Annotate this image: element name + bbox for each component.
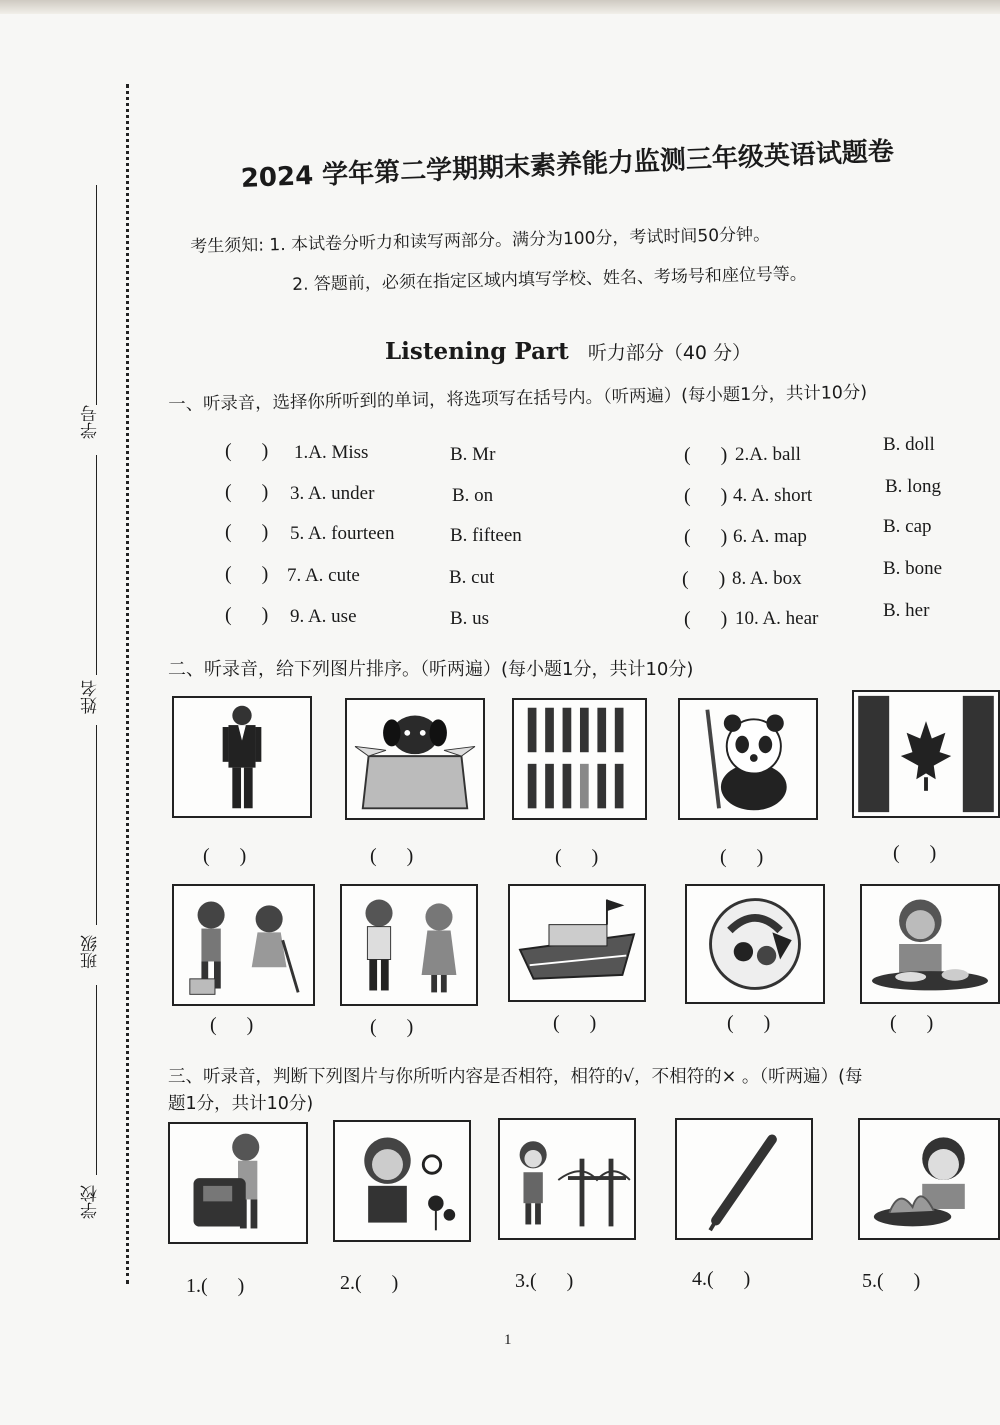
notice-text-1: 1. 本试卷分听力和读写两部分。满分为100分，考试时间50分钟。 <box>269 224 771 256</box>
question-5: 5. A. fourteen <box>290 523 395 544</box>
exam-title: 2024 学年第二学期期末素养能力监测三年级英语试题卷 <box>240 136 895 194</box>
answer-blank[interactable]: ( ) <box>893 842 937 864</box>
section1-heading: 一、听录音，选择你所听到的单词，将选项写在括号内。（听两遍）(每小题1分，共计10分) <box>168 382 868 415</box>
listening-title-en: Listening Part <box>385 338 569 365</box>
notice-label: 考生须知: <box>190 235 265 257</box>
page-number: 1 <box>504 1332 512 1348</box>
question-10: 10. A. hear <box>735 608 819 629</box>
boy-with-flowers-icon <box>335 1122 469 1240</box>
side-label-id: 学号 <box>81 405 101 439</box>
girl-and-bridge-icon <box>500 1120 634 1238</box>
canada-flag-icon <box>854 692 998 816</box>
option-5b: B. fifteen <box>450 525 522 546</box>
judge-label-1[interactable]: 1.( ) <box>186 1275 245 1297</box>
answer-blank[interactable]: ( ) <box>720 846 764 868</box>
option-2b: B. doll <box>883 434 935 455</box>
answer-blank[interactable]: ( ) <box>225 481 269 503</box>
section3-heading-line1: 三、听录音，判断下列图片与你所听内容是否相符，相符的√，不相符的× 。（听两遍）(每 <box>168 1067 863 1087</box>
answer-blank[interactable]: ( ) <box>890 1012 934 1034</box>
picture-man-suit <box>172 696 312 818</box>
option-10b: B. her <box>883 600 930 621</box>
scan-edge <box>0 0 1000 14</box>
picture-canada-flag <box>852 690 1000 818</box>
name-line <box>96 455 97 675</box>
answer-blank[interactable]: ( ) <box>225 521 269 543</box>
answer-blank[interactable]: ( ) <box>682 568 726 590</box>
section3-heading-line2: 题1分，共计10分) <box>168 1094 314 1114</box>
boy-and-girl-icon <box>342 886 476 1004</box>
panda-icon <box>680 700 816 818</box>
answer-blank[interactable]: ( ) <box>684 444 728 466</box>
picture-boy-bag <box>168 1122 308 1244</box>
side-label-school: 学校 <box>81 1185 101 1219</box>
picture-boat <box>508 884 646 1002</box>
listening-title-cn: 听力部分（40 分） <box>587 342 752 364</box>
option-9b: B. us <box>450 608 490 629</box>
answer-blank[interactable]: ( ) <box>225 563 269 585</box>
answer-blank[interactable]: ( ) <box>225 440 269 462</box>
option-3b: B. on <box>452 485 494 506</box>
answer-blank[interactable]: ( ) <box>210 1014 254 1036</box>
school-line <box>96 985 97 1175</box>
side-label-name: 姓名 <box>81 680 101 714</box>
judge-label-4[interactable]: 4.( ) <box>692 1268 751 1290</box>
answer-blank[interactable]: ( ) <box>203 845 247 867</box>
man-icon <box>174 698 310 816</box>
question-7: 7. A. cute <box>287 565 360 586</box>
answer-blank[interactable]: ( ) <box>684 608 728 630</box>
judge-label-3[interactable]: 3.( ) <box>515 1270 574 1292</box>
pen-icon <box>677 1120 811 1238</box>
notice-text-2: 2. 答题前，必须在指定区域内填写学校、姓名、考场号和座位号等。 <box>292 264 808 295</box>
id-line <box>96 185 97 405</box>
judge-label-2[interactable]: 2.( ) <box>340 1272 399 1294</box>
picture-fruit-plate <box>685 884 825 1004</box>
question-2: 2.A. ball <box>735 444 801 465</box>
picture-boy-food <box>858 1118 1000 1240</box>
answer-blank[interactable]: ( ) <box>370 1016 414 1038</box>
fruit-plate-icon <box>687 886 823 1002</box>
boy-with-bag-icon <box>170 1124 306 1242</box>
dog-in-box-icon <box>347 700 483 818</box>
question-8: 8. A. box <box>732 568 802 589</box>
option-8b: B. bone <box>883 558 943 579</box>
option-7b: B. cut <box>449 567 495 588</box>
boy-with-food-icon <box>860 1120 998 1238</box>
picture-dog-box <box>345 698 485 820</box>
answer-blank[interactable]: ( ) <box>727 1012 771 1034</box>
picture-pencils <box>512 698 647 820</box>
picture-girl-eating <box>860 884 1000 1004</box>
question-6: 6. A. map <box>733 526 807 547</box>
boat-icon <box>510 886 644 1000</box>
answer-blank[interactable]: ( ) <box>555 846 599 868</box>
option-4b: B. long <box>885 476 941 497</box>
binding-dotted-line <box>126 84 129 1284</box>
girl-eating-icon <box>862 886 998 1002</box>
class-line <box>96 725 97 925</box>
answer-blank[interactable]: ( ) <box>684 485 728 507</box>
option-1b: B. Mr <box>450 444 496 465</box>
question-1: 1.A. Miss <box>294 442 369 463</box>
notice-line-1 <box>190 220 770 257</box>
children-sweeping-icon <box>174 886 313 1004</box>
pencils-icon <box>514 700 645 818</box>
listening-part-title <box>385 338 751 365</box>
question-9: 9. A. use <box>290 606 357 627</box>
picture-panda <box>678 698 818 820</box>
question-3: 3. A. under <box>290 483 375 504</box>
answer-blank[interactable]: ( ) <box>225 604 269 626</box>
answer-blank[interactable]: ( ) <box>684 526 728 548</box>
answer-blank[interactable]: ( ) <box>370 845 414 867</box>
side-label-class: 班级 <box>81 935 101 969</box>
picture-girl-bridge <box>498 1118 636 1240</box>
answer-blank[interactable]: ( ) <box>553 1012 597 1034</box>
judge-label-5[interactable]: 5.( ) <box>862 1270 921 1292</box>
option-6b: B. cap <box>883 516 932 537</box>
picture-boy-girl <box>340 884 478 1006</box>
picture-children-sweeping <box>172 884 315 1006</box>
picture-boy-flowers <box>333 1120 471 1242</box>
picture-pen <box>675 1118 813 1240</box>
question-4: 4. A. short <box>733 485 813 506</box>
section2-heading: 二、听录音，给下列图片排序。（听两遍）(每小题1分，共计10分) <box>168 659 694 680</box>
